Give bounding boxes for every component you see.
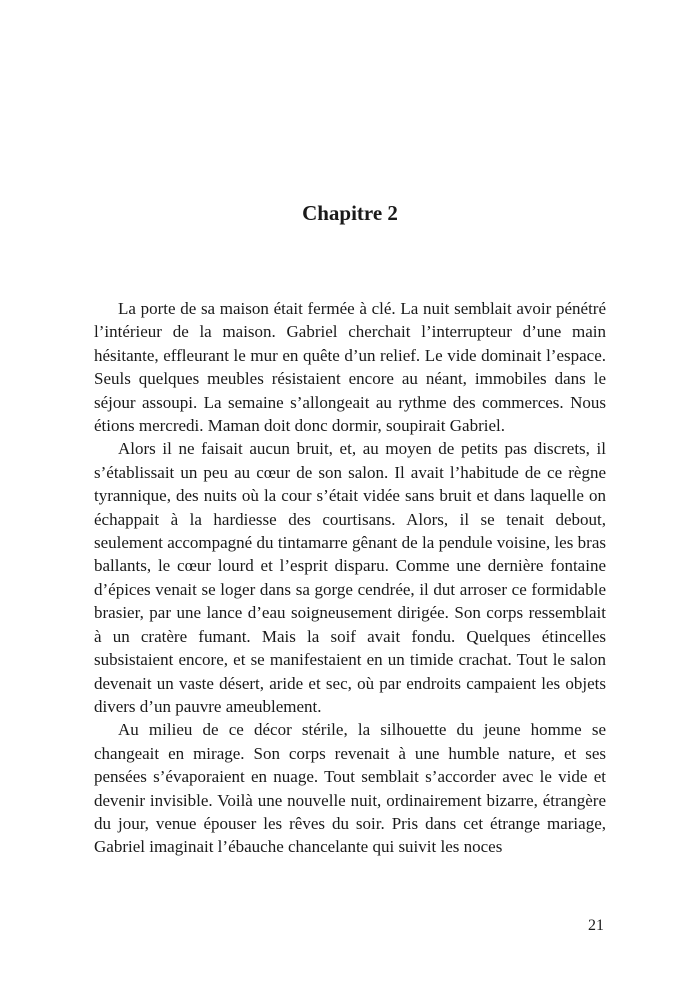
chapter-body: [94, 297, 606, 859]
paragraph-3: Au milieu de ce décor stérile, la silhouette du jeune homme se changeait en mirage. Son corps revenait à une humble nature, et ses pensées s’évaporaient en nuage. Tout semblait s’accorder avec le vide et devenir invisible. Voilà une nouvelle nuit, ordinairement bizarre, étrangère du jour, venue épouser les rêves du soir. Pris dans cet étrange mariage, Gabriel imaginait l’ébauche chancelante qui suivit les noces: [94, 720, 606, 857]
chapter-title: Chapitre 2: [302, 201, 398, 225]
paragraph-2: Alors il ne faisait aucun bruit, et, au moyen de petits pas discrets, il s’établissait un peu au cœur de son salon. Il avait l’habitude de ce règne tyrannique, des nuits où la cour s’était vidée sans bruit et dans laquelle on échappait à la hardiesse des courtisans. Alors, il se tenait debout, seulement accompagné du tintamarre gênant de la pendule voisine, les bras ballants, le cœur lourd et l’esprit disparu. Comme une dernière fontaine d’épices venait se loger dans sa gorge cendrée, il dut arroser ce formidable brasier, par une lance d’eau soigneusement dirigée. Son corps ressemblait à un cratère fumant. Mais la soif avait fondu. Quelques étincelles subsistaient encore, et se manifestaient en un timide crachat. Tout le salon devenait un vaste désert, aride et sec, où par endroits campaient les objets divers d’un pauvre ameublement.: [94, 439, 606, 716]
page-number: 21: [588, 917, 604, 934]
paragraph-1: La porte de sa maison était fermée à clé. La nuit semblait avoir pénétré l’intérieur de la maison. Gabriel cherchait l’interrupteur d’une main hésitante, effleurant le mur en quête d’un relief. Le vide dominait l’espace. Seuls quelques meubles résistaient encore au néant, immobiles dans le séjour assoupi. La semaine s’allongeait au rythme des commerces. Nous étions mercredi. Maman doit donc dormir, soupirait Gabriel.: [94, 299, 606, 436]
